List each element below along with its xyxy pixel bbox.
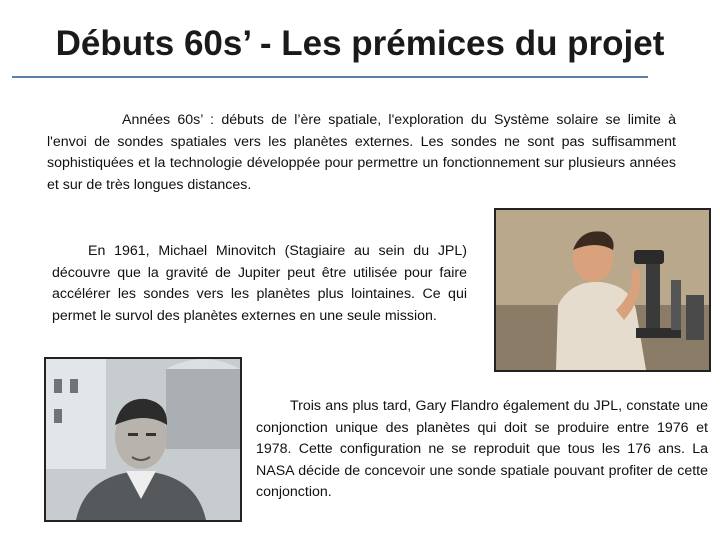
photo-minovitch [494,208,711,372]
photo-flandro-illustration [46,359,240,520]
flandro-paragraph: Trois ans plus tard, Gary Flandro également du JPL, constate une conjonction unique des planètes qui doit se produire entre 1976 et 1978. Cette configuration ne se reproduit que tous les 176 ans. La NASA décide de concevoir une sonde spatiale pouvant profiter de cette conjonction. [256,398,708,500]
minovitch-paragraph: En 1961, Michael Minovitch (Stagiaire au sein du JPL) découvre que la gravité de Jupiter peut être utilisée pour faire accélérer les sondes vers les planètes plus lointaines. Ce qui permet le survol des planètes externes en une seule mission. [52,243,467,324]
title-divider [12,76,648,78]
photo-minovitch-illustration [496,210,709,370]
photo-flandro [44,357,242,522]
slide-title: Débuts 60s’ - Les prémices du projet [55,24,665,63]
intro-paragraph: Années 60s’ : débuts de l’ère spatiale, l'exploration du Système solaire se limite à l'envoi de sondes spatiales vers les planètes externes. Les sondes ne sont pas suffisamment sophistiquées et la technologie développée pour permettre un fonctionnement sur plusieurs années et sur de très longues distances. [47,112,676,193]
